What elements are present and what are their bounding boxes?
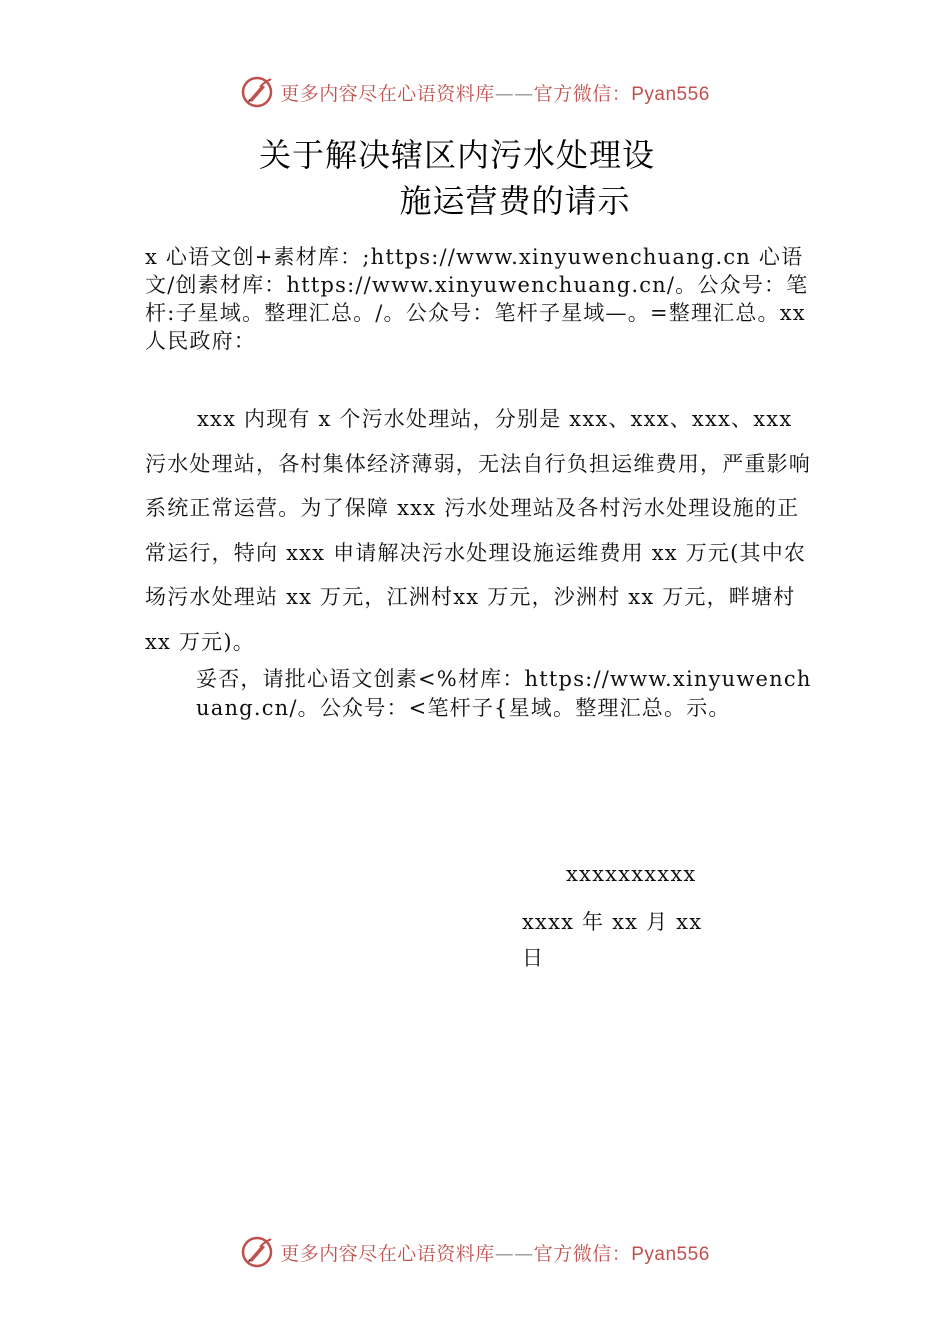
header-banner <box>0 72 950 112</box>
signature-organization: xxxxxxxxxx <box>566 862 697 886</box>
banner-slogan: 更多内容尽在心语资料库 <box>280 82 495 105</box>
pen-logo-icon <box>240 75 274 109</box>
banner-wechat-id: Pyan556 <box>631 1243 710 1265</box>
banner-text <box>280 1239 710 1266</box>
banner-separator: —— <box>494 1242 534 1265</box>
body-paragraph: xxx 内现有 x 个污水处理站，分别是 xxx、xxx、xxx、xxx 污水处理站，各村集体经济薄弱，无法自行负担运维费用，严重影响系统正常运营。为了保障 xxx 污水处理站及各村污水处理设施的正常运行，特向 xxx 申请解决污水处理设施运维费用 xx 万元(其中农场污水处理站 xx 万元，江洲村xx 万元，沙洲村 xx 万元，畔塘村 xx 万元)。 <box>145 407 811 654</box>
salutation-paragraph: x 心语文创+素材库：;https://www.xinyuwenchuang.cn 心语文/创素材库：https://www.xinyuwenchuang.cn/。公众号：笔杆:子星域。整理汇总。/。公众号：笔杆子星域—。=整理汇总。xx 人民政府： <box>145 245 809 353</box>
banner-separator: —— <box>494 82 534 105</box>
banner-slogan: 更多内容尽在心语资料库 <box>280 1242 495 1265</box>
footer-banner <box>0 1232 950 1272</box>
banner-official: 官方微信： <box>533 82 632 105</box>
banner-official: 官方微信： <box>533 1242 632 1265</box>
banner-wechat-id: Pyan556 <box>631 83 710 105</box>
request-paragraph: 妥否，请批心语文创素<%材库：https://www.xinyuwenchuang.cn/。公众号：<笔杆子{星域。整理汇总。示。 <box>196 667 812 720</box>
pen-logo-icon <box>240 1235 274 1269</box>
document-title-line1: 关于解决辖区内污水处理设 <box>258 136 655 174</box>
signature-date: xxxx 年 xx 月 xx 日 <box>522 910 703 970</box>
document-title-line2: 施运营费的请示 <box>399 182 631 220</box>
banner-text <box>280 79 710 106</box>
